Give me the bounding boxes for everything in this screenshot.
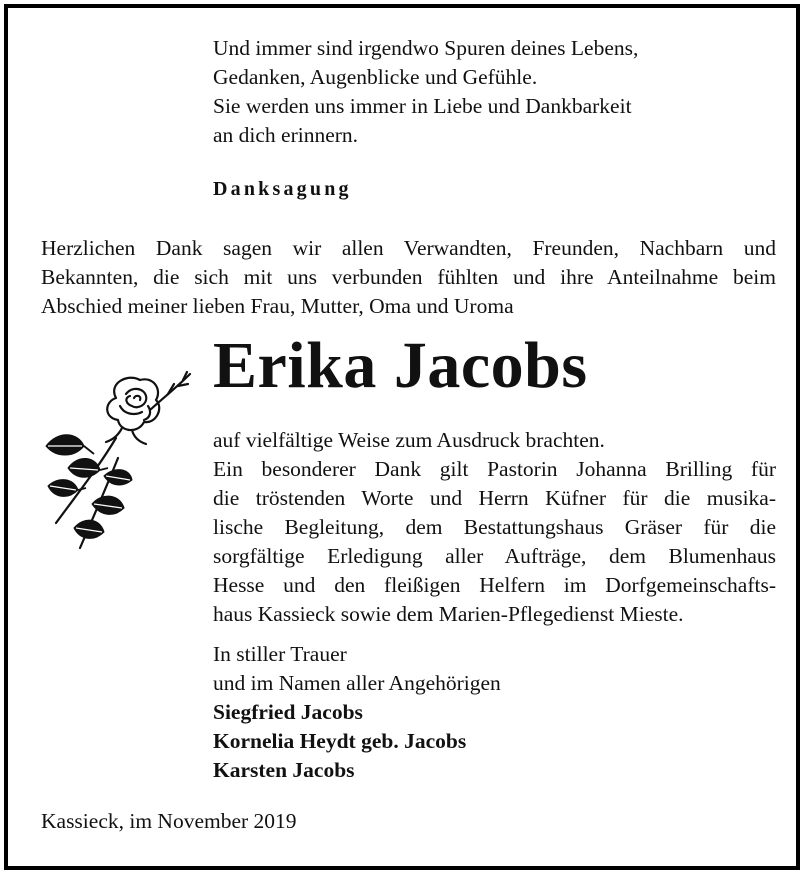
body-line-6: Hesse und den fleißigen Helfern im Dorfgemeinschafts- xyxy=(213,573,776,597)
heading-danksagung: Danksagung xyxy=(213,178,352,200)
obituary-content xyxy=(8,8,796,866)
closing-line-1: In stiller Trauer xyxy=(213,642,347,666)
body-text xyxy=(213,426,776,629)
body-line-1: auf vielfältige Weise zum Ausdruck brachten. xyxy=(213,428,605,452)
body-line-5: sorgfältige Erledigung aller Aufträge, dem Blumenhaus xyxy=(213,544,776,568)
deceased-name: Erika Jacobs xyxy=(213,329,588,402)
body-line-4: lische Begleitung, dem Bestattungshaus Gräser für die xyxy=(213,515,776,539)
closing-line-2: und im Namen aller Angehörigen xyxy=(213,671,501,695)
closing-block xyxy=(213,640,501,785)
signer-3: Karsten Jacobs xyxy=(213,758,355,782)
obituary-frame xyxy=(4,4,800,870)
poem-line-2: Gedanken, Augenblicke und Gefühle. xyxy=(213,65,538,89)
intro-text xyxy=(41,234,776,321)
poem xyxy=(213,34,638,150)
signer-2: Kornelia Heydt geb. Jacobs xyxy=(213,729,467,753)
signer-1: Siegfried Jacobs xyxy=(213,700,363,724)
poem-line-4: an dich erinnern. xyxy=(213,123,359,147)
body-line-2: Ein besonderer Dank gilt Pastorin Johanna Brilling für xyxy=(213,457,776,481)
intro-line-2: Bekannten, die sich mit uns verbunden fühlten und ihre Anteilnahme beim xyxy=(41,265,776,289)
poem-line-3: Sie werden uns immer in Liebe und Dankbarkeit xyxy=(213,94,632,118)
intro-line-1: Herzlichen Dank sagen wir allen Verwandten, Freunden, Nachbarn und xyxy=(41,236,776,260)
intro-line-3: Abschied meiner lieben Frau, Mutter, Oma und Uroma xyxy=(41,294,514,318)
body-line-3: die tröstenden Worte und Herrn Küfner für die musika- xyxy=(213,486,776,510)
body-line-7: haus Kassieck sowie dem Marien-Pflegedienst Mieste. xyxy=(213,602,684,626)
poem-line-1: Und immer sind irgendwo Spuren deines Lebens, xyxy=(213,36,639,60)
rose-icon xyxy=(38,358,198,558)
place-date: Kassieck, im November 2019 xyxy=(41,809,297,833)
